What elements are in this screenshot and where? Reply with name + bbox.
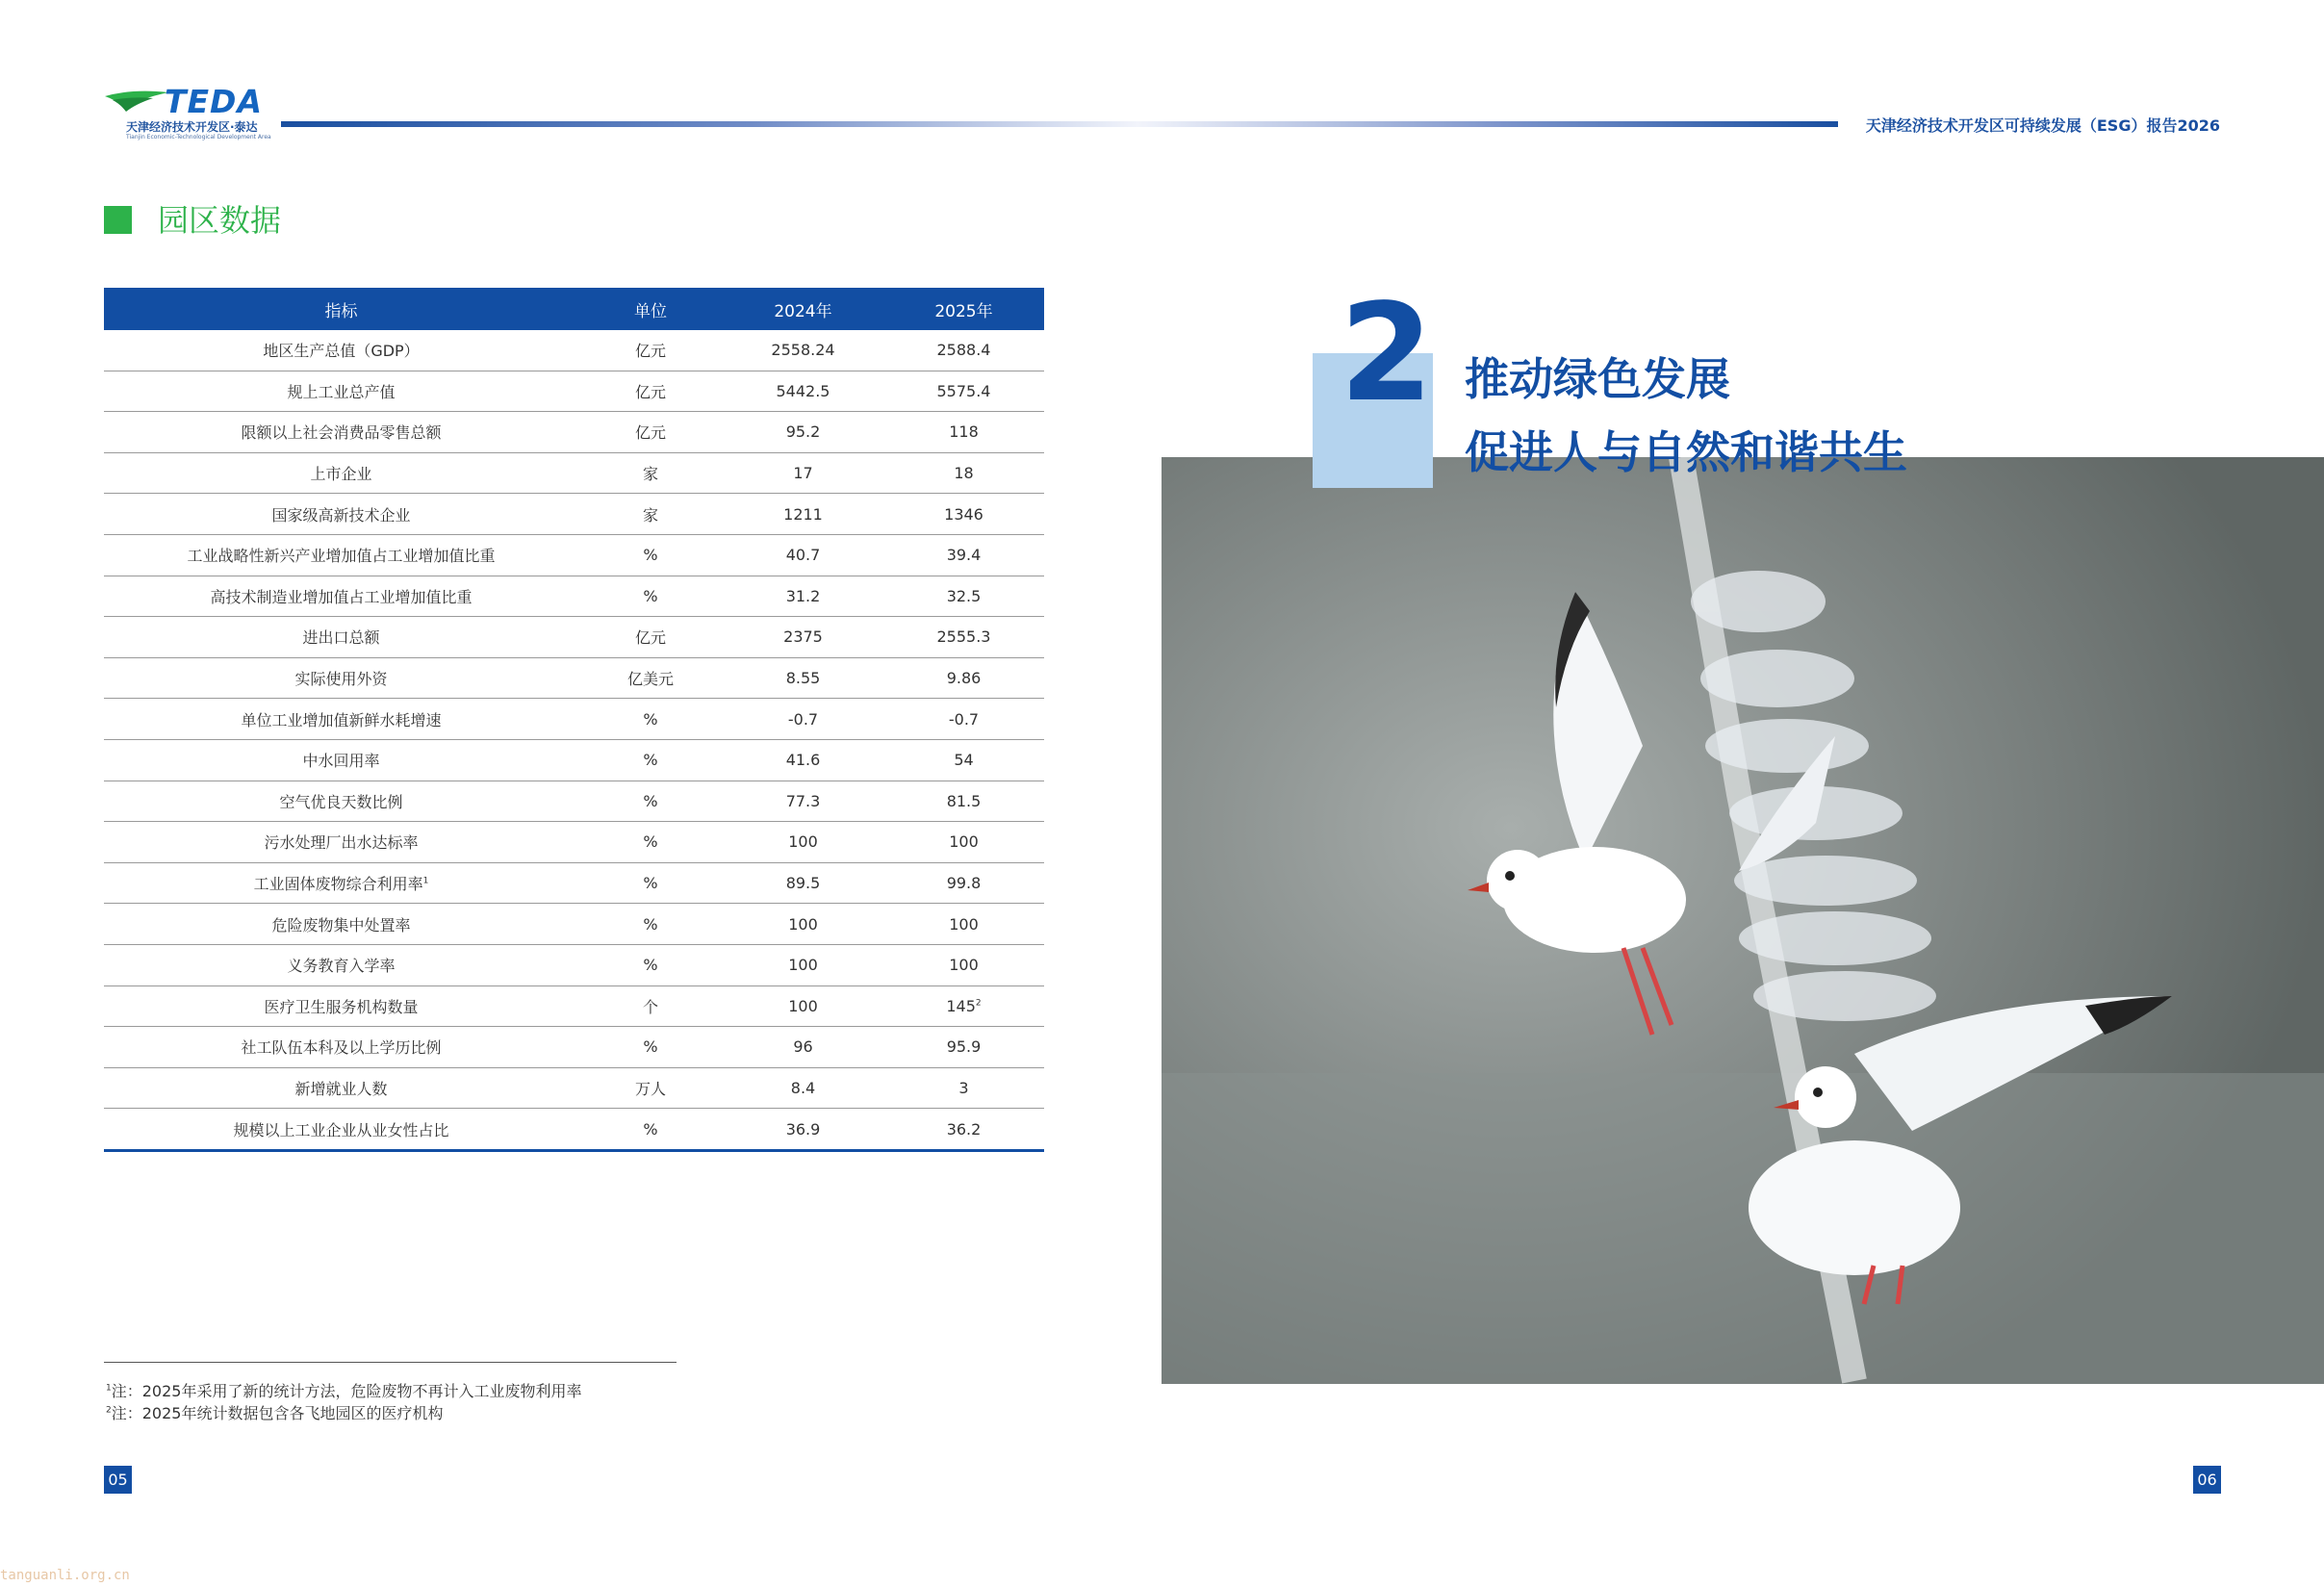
table-row [104, 1109, 1044, 1151]
logo-chinese-name: 天津经济技术开发区·泰达 [126, 120, 258, 134]
cell-2024 [723, 657, 883, 699]
footnote-mark: 1 [422, 876, 429, 886]
cell-2024-text: 100 [788, 914, 818, 934]
cell-indicator-text: 新增就业人数 [294, 1079, 388, 1098]
cell-2025 [883, 452, 1044, 494]
table-row [104, 944, 1044, 985]
cell-indicator [104, 944, 578, 985]
table-row [104, 1067, 1044, 1109]
table-row [104, 617, 1044, 658]
cell-2024 [723, 452, 883, 494]
cell-2024-text: 17 [793, 464, 813, 483]
cell-unit-text: 亿元 [634, 423, 666, 443]
chapter-title [1465, 343, 1907, 489]
cell-2025-text: 100 [949, 956, 979, 975]
report-title: 天津经济技术开发区可持续发展（ESG）报告2026 [1865, 116, 2220, 135]
footnote-1-text: 注：2025年采用了新的统计方法，危险废物不再计入工业废物利用率 [111, 1382, 582, 1400]
table-row [104, 862, 1044, 904]
cell-2024 [723, 330, 883, 371]
cell-unit-text: 万人 [634, 1079, 666, 1098]
table-header-row [104, 288, 1044, 330]
cell-unit [578, 699, 723, 740]
cell-2024 [723, 739, 883, 781]
cell-indicator-text: 单位工业增加值新鲜水耗增速 [241, 710, 442, 730]
footnote-mark: 2 [975, 998, 982, 1009]
cell-2025 [883, 1067, 1044, 1109]
cell-2025-text: 36.2 [946, 1119, 982, 1139]
cell-2025-text: 5575.4 [936, 381, 991, 400]
seagulls-illustration [1162, 457, 2324, 1384]
cell-indicator [104, 822, 578, 863]
cell-indicator-text: 实际使用外资 [294, 670, 388, 689]
cell-2025-text: -0.7 [948, 709, 980, 729]
cell-indicator-text: 工业固体废物综合利用率 [253, 875, 423, 894]
cell-unit [578, 452, 723, 494]
cell-2025 [883, 494, 1044, 535]
cell-2024-text: 100 [788, 832, 818, 852]
cell-2025 [883, 739, 1044, 781]
cell-2025-text: 81.5 [946, 791, 982, 810]
cell-indicator [104, 617, 578, 658]
table-row [104, 534, 1044, 576]
cell-2025-text: 2588.4 [936, 341, 991, 360]
cell-indicator [104, 494, 578, 535]
cell-unit-text: % [643, 709, 658, 729]
cell-indicator [104, 739, 578, 781]
cell-unit [578, 781, 723, 822]
cell-2024-text: 96 [793, 1037, 813, 1057]
cell-2025 [883, 657, 1044, 699]
cell-indicator [104, 781, 578, 822]
table-row [104, 739, 1044, 781]
cell-indicator [104, 330, 578, 371]
table-row [104, 412, 1044, 453]
cell-2024 [723, 862, 883, 904]
cell-indicator-text: 国家级高新技术企业 [271, 505, 411, 525]
cell-2024 [723, 1027, 883, 1068]
cell-indicator [104, 576, 578, 617]
cell-2024-text: 41.6 [785, 751, 821, 770]
cell-2025-text: 145 [946, 996, 976, 1015]
cell-2024-text: 8.4 [790, 1078, 816, 1097]
cell-unit-text: % [643, 586, 658, 605]
cell-2025 [883, 904, 1044, 945]
cell-2025-text: 100 [949, 914, 979, 934]
cell-indicator-text: 规模以上工业企业从业女性占比 [233, 1120, 449, 1139]
cell-2025-text: 95.9 [946, 1037, 982, 1057]
park-data-table [104, 288, 1044, 1152]
cell-unit [578, 617, 723, 658]
cell-unit [578, 904, 723, 945]
cell-unit-text: % [643, 956, 658, 975]
chapter-title-line2: 促进人与自然和谐共生 [1465, 426, 1907, 478]
cell-unit [578, 534, 723, 576]
header-2025: 2025年 [883, 288, 1044, 330]
header-2024: 2024年 [723, 288, 883, 330]
section-marker [104, 206, 132, 234]
cell-unit [578, 576, 723, 617]
table-row [104, 657, 1044, 699]
cell-2024-text: 89.5 [785, 874, 821, 893]
cell-2024 [723, 985, 883, 1027]
table-row [104, 822, 1044, 863]
table-row [104, 781, 1044, 822]
notes-divider [104, 1362, 677, 1363]
cell-2025 [883, 412, 1044, 453]
cell-2024-text: 100 [788, 996, 818, 1015]
cell-2024-text: 40.7 [785, 546, 821, 565]
cell-2024 [723, 412, 883, 453]
cell-indicator [104, 657, 578, 699]
watermark: tanguanli.org.cn [0, 1568, 130, 1583]
cell-unit [578, 657, 723, 699]
cell-indicator-text: 高技术制造业增加值占工业增加值比重 [210, 587, 472, 606]
cell-indicator [104, 1027, 578, 1068]
cell-indicator [104, 1067, 578, 1109]
cell-2025-text: 1346 [944, 504, 983, 524]
cell-2024 [723, 781, 883, 822]
table-row [104, 494, 1044, 535]
cell-unit [578, 330, 723, 371]
cell-2025-text: 18 [954, 464, 974, 483]
cell-indicator [104, 1109, 578, 1151]
table-row [104, 452, 1044, 494]
cell-unit-text: 家 [642, 505, 658, 525]
table-row [104, 1027, 1044, 1068]
logo-text: TEDA [165, 83, 263, 120]
cell-unit [578, 1027, 723, 1068]
header-indicator: 指标 [104, 288, 578, 330]
cell-unit [578, 985, 723, 1027]
cell-unit-text: 亿元 [634, 342, 666, 361]
cell-2025 [883, 534, 1044, 576]
chapter-title-line1: 推动绿色发展 [1465, 353, 1730, 405]
cell-2025-text: 2555.3 [936, 627, 991, 647]
cell-unit [578, 944, 723, 985]
footnote-1 [106, 1380, 581, 1402]
cell-2024 [723, 576, 883, 617]
cell-2024-text: 31.2 [785, 586, 821, 605]
cell-unit [578, 739, 723, 781]
footnote-2 [106, 1402, 581, 1424]
table-row [104, 985, 1044, 1027]
cell-2024-text: 100 [788, 956, 818, 975]
cell-2025-text: 118 [949, 422, 979, 442]
cell-2024 [723, 617, 883, 658]
cell-2024-text: -0.7 [787, 709, 819, 729]
cell-unit-text: % [643, 874, 658, 893]
cell-2025-text: 3 [958, 1078, 969, 1097]
cell-unit-text: % [643, 914, 658, 934]
cell-2024-text: 8.55 [785, 669, 821, 688]
cell-indicator-text: 进出口总额 [302, 628, 380, 648]
cell-indicator [104, 904, 578, 945]
cell-unit-text: % [643, 791, 658, 810]
cell-2024 [723, 1067, 883, 1109]
cell-indicator [104, 699, 578, 740]
cell-2025 [883, 617, 1044, 658]
cell-unit-text: 个 [642, 997, 658, 1016]
cell-unit [578, 371, 723, 412]
teda-logo [103, 83, 286, 141]
cell-indicator [104, 534, 578, 576]
cell-indicator-text: 限额以上社会消费品零售总额 [241, 423, 442, 443]
cell-unit [578, 862, 723, 904]
cell-unit [578, 1109, 723, 1151]
cell-2025 [883, 576, 1044, 617]
cell-indicator-text: 义务教育入学率 [287, 957, 396, 976]
cell-2025-text: 54 [954, 751, 974, 770]
cell-indicator-text: 上市企业 [310, 465, 372, 484]
cell-indicator-text: 危险废物集中处置率 [271, 915, 411, 934]
cell-2025-text: 39.4 [946, 546, 982, 565]
table-row [104, 904, 1044, 945]
cell-2025 [883, 985, 1044, 1027]
cell-2025 [883, 1109, 1044, 1151]
cell-indicator-text: 工业战略性新兴产业增加值占工业增加值比重 [187, 547, 496, 566]
cell-indicator-text: 空气优良天数比例 [279, 792, 403, 811]
cell-indicator-text: 中水回用率 [302, 752, 380, 771]
cell-indicator [104, 412, 578, 453]
cell-2025-text: 32.5 [946, 586, 982, 605]
cell-2024 [723, 494, 883, 535]
cell-unit [578, 412, 723, 453]
page-number-right: 06 [2193, 1466, 2221, 1494]
cell-indicator [104, 452, 578, 494]
cell-unit-text: 亿元 [634, 628, 666, 648]
footnotes [106, 1380, 581, 1424]
cell-unit-text: % [643, 751, 658, 770]
cell-indicator [104, 371, 578, 412]
cell-2024 [723, 1109, 883, 1151]
cell-2025 [883, 944, 1044, 985]
cell-unit-text: 亿美元 [626, 670, 674, 689]
cell-2025 [883, 330, 1044, 371]
cell-unit-text: % [643, 1119, 658, 1139]
cell-2024 [723, 699, 883, 740]
logo-wing-icon [103, 87, 170, 121]
footnote-1-mark: 1 [106, 1383, 112, 1394]
cell-2024-text: 95.2 [785, 422, 821, 442]
cell-2024 [723, 944, 883, 985]
logo-english-name: Tianjin Economic-Technological Development Area [126, 134, 271, 141]
cell-2025 [883, 822, 1044, 863]
cell-2025 [883, 699, 1044, 740]
cell-2025 [883, 1027, 1044, 1068]
table-row [104, 576, 1044, 617]
footnote-2-text: 注：2025年统计数据包含各飞地园区的医疗机构 [111, 1404, 444, 1422]
cell-indicator-text: 医疗卫生服务机构数量 [264, 997, 419, 1016]
cell-2024-text: 36.9 [785, 1119, 821, 1139]
seagulls-photo [1162, 457, 2324, 1384]
table-row [104, 371, 1044, 412]
cell-unit [578, 1067, 723, 1109]
cell-2025 [883, 371, 1044, 412]
cell-unit-text: 亿元 [634, 382, 666, 401]
header-divider [281, 121, 1838, 127]
cell-2024-text: 2375 [783, 627, 823, 647]
cell-2024 [723, 822, 883, 863]
cell-2024-text: 2558.24 [771, 341, 835, 360]
table-row [104, 330, 1044, 371]
cell-indicator-text: 地区生产总值（GDP） [263, 342, 420, 361]
cell-2024-text: 77.3 [785, 791, 821, 810]
section-title: 园区数据 [158, 202, 282, 239]
cell-unit-text: % [643, 832, 658, 852]
cell-unit [578, 494, 723, 535]
cell-2024 [723, 371, 883, 412]
cell-unit [578, 822, 723, 863]
page-number-left: 05 [104, 1466, 132, 1494]
cell-2025-text: 9.86 [946, 669, 982, 688]
cell-2025 [883, 781, 1044, 822]
cell-2024-text: 5442.5 [776, 381, 830, 400]
footnote-2-mark: 2 [106, 1405, 112, 1416]
cell-indicator-text: 污水处理厂出水达标率 [264, 833, 419, 853]
table-row [104, 699, 1044, 740]
cell-indicator [104, 862, 578, 904]
cell-unit-text: % [643, 1037, 658, 1057]
cell-indicator [104, 985, 578, 1027]
cell-indicator-text: 社工队伍本科及以上学历比例 [241, 1038, 442, 1058]
cell-indicator-text: 规上工业总产值 [287, 382, 396, 401]
chapter-number: 2 [1340, 275, 1434, 432]
header-unit: 单位 [578, 288, 723, 330]
cell-2024 [723, 904, 883, 945]
cell-unit-text: 家 [642, 465, 658, 484]
cell-2025-text: 100 [949, 832, 979, 852]
cell-2025 [883, 862, 1044, 904]
cell-unit-text: % [643, 546, 658, 565]
cell-2024-text: 1211 [783, 504, 823, 524]
cell-2024 [723, 534, 883, 576]
cell-2025-text: 99.8 [946, 874, 982, 893]
